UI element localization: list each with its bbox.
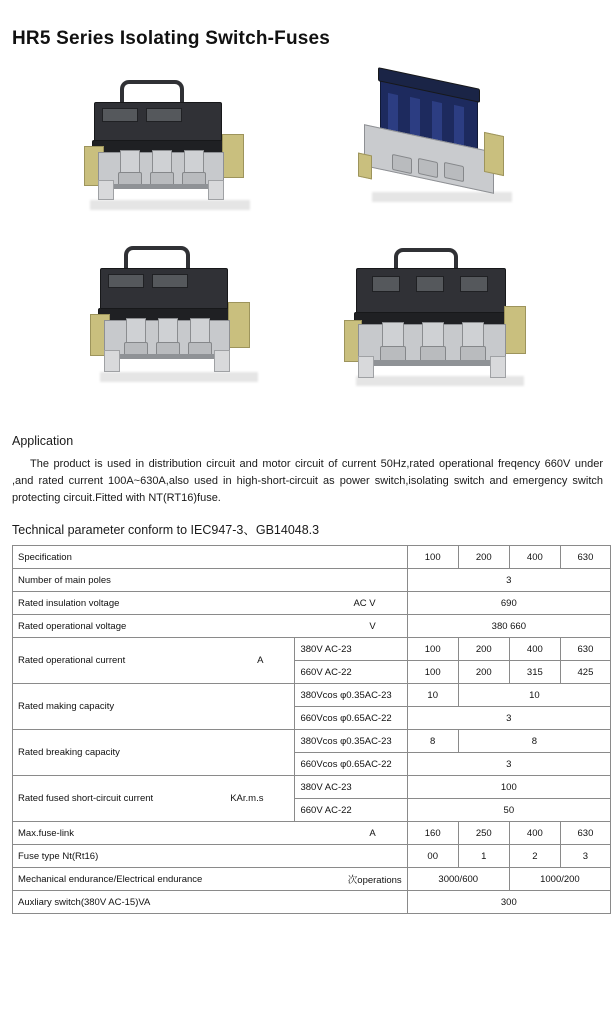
row-value: 1000/200	[509, 868, 610, 891]
row-label-text: Rated operational current	[18, 655, 126, 666]
row-label: Specification	[13, 546, 408, 569]
row-sublabel: 660Vcos φ0.65AC-22	[295, 753, 407, 776]
product-photo-bottom-right	[338, 248, 538, 396]
table-body	[13, 546, 611, 914]
row-value: 200	[458, 661, 509, 684]
row-value: 50	[407, 799, 610, 822]
row-label-text: Rated fused short-circuit current	[18, 793, 154, 804]
row-label: Fuse type Nt(Rt16)	[13, 845, 408, 868]
product-photo-top-right	[348, 76, 528, 214]
row-label	[13, 776, 295, 822]
row-sublabel: 380Vcos φ0.35AC-23	[295, 730, 407, 753]
row-value: 630	[560, 546, 610, 569]
row-value: 200	[458, 546, 509, 569]
row-label	[13, 868, 408, 891]
row-value: 690	[407, 592, 610, 615]
table-row	[13, 546, 611, 569]
row-value: 250	[458, 822, 509, 845]
row-unit: AC V	[353, 597, 376, 609]
row-value: 8	[407, 730, 458, 753]
row-value: 3	[407, 569, 610, 592]
row-label	[13, 638, 295, 684]
row-value: 3	[407, 707, 610, 730]
table-row	[13, 592, 611, 615]
row-value: 300	[407, 891, 610, 914]
row-value: 400	[509, 822, 560, 845]
row-value: 400	[509, 638, 560, 661]
row-value: 380 660	[407, 615, 610, 638]
row-value: 3	[560, 845, 610, 868]
row-label-text: Max.fuse-link	[18, 827, 74, 839]
row-value: 100	[407, 638, 458, 661]
row-value: 630	[560, 638, 610, 661]
row-value: 3	[407, 753, 610, 776]
page-title: HR5 Series Isolating Switch-Fuses	[12, 28, 331, 49]
table-row	[13, 684, 611, 707]
row-value: 100	[407, 776, 610, 799]
table-row	[13, 730, 611, 753]
product-gallery	[8, 68, 607, 428]
row-label-text: Mechanical endurance/Electrical endurance	[18, 873, 203, 885]
row-value: 1	[458, 845, 509, 868]
row-value: 100	[407, 661, 458, 684]
row-value: 630	[560, 822, 610, 845]
row-label-text: Rated insulation voltage	[18, 597, 120, 609]
product-photo-top-left	[80, 80, 260, 218]
row-label	[13, 615, 408, 638]
row-value: 315	[509, 661, 560, 684]
row-value: 200	[458, 638, 509, 661]
row-value: 160	[407, 822, 458, 845]
row-value: 10	[407, 684, 458, 707]
table-row	[13, 638, 611, 661]
row-sublabel: 380V AC-23	[295, 776, 407, 799]
row-unit: A	[369, 827, 376, 839]
table-row	[13, 868, 611, 891]
row-label: Auxliary switch(380V AC-15)VA	[13, 891, 408, 914]
row-value: 100	[407, 546, 458, 569]
table-row	[13, 615, 611, 638]
row-value: 00	[407, 845, 458, 868]
product-photo-bottom-left	[88, 246, 268, 390]
row-label	[13, 592, 408, 615]
row-label: Rated making capacity	[13, 684, 295, 730]
table-row	[13, 776, 611, 799]
table-row	[13, 845, 611, 868]
row-unit: KAr.m.s	[230, 793, 264, 804]
row-label: Rated breaking capacity	[13, 730, 295, 776]
row-value: 2	[509, 845, 560, 868]
row-unit: 次operations	[347, 875, 402, 886]
row-sublabel: 380Vcos φ0.35AC-23	[295, 684, 407, 707]
row-value: 400	[509, 546, 560, 569]
row-unit: A	[257, 655, 264, 666]
row-label: Number of main poles	[13, 569, 408, 592]
row-value: 3000/600	[407, 868, 509, 891]
application-heading: Application	[12, 434, 74, 448]
table-row	[13, 822, 611, 845]
row-unit: V	[369, 620, 376, 632]
document-page	[0, 28, 615, 1020]
application-body: The product is used in distribution circuit and motor circuit of current 50Hz,rated operational freqency 660V under ,and rated current 100A~630A,also used in high-short-circuit as power switch,isolating switch and emergency switch protecting circuit.Fitted with NT(RT16)fuse.	[12, 458, 603, 504]
technical-heading: Technical parameter conform to IEC947-3、GB14048.3	[12, 523, 320, 537]
row-sublabel: 660V AC-22	[295, 799, 407, 822]
row-label	[13, 822, 408, 845]
table-row	[13, 569, 611, 592]
row-sublabel: 380V AC-23	[295, 638, 407, 661]
technical-parameter-table	[12, 545, 611, 914]
row-sublabel: 660V AC-22	[295, 661, 407, 684]
row-value: 10	[458, 684, 610, 707]
table-row	[13, 891, 611, 914]
row-sublabel: 660Vcos φ0.65AC-22	[295, 707, 407, 730]
row-label-text: Rated operational voltage	[18, 620, 127, 632]
row-value: 425	[560, 661, 610, 684]
application-text	[12, 456, 603, 507]
row-value: 8	[458, 730, 610, 753]
